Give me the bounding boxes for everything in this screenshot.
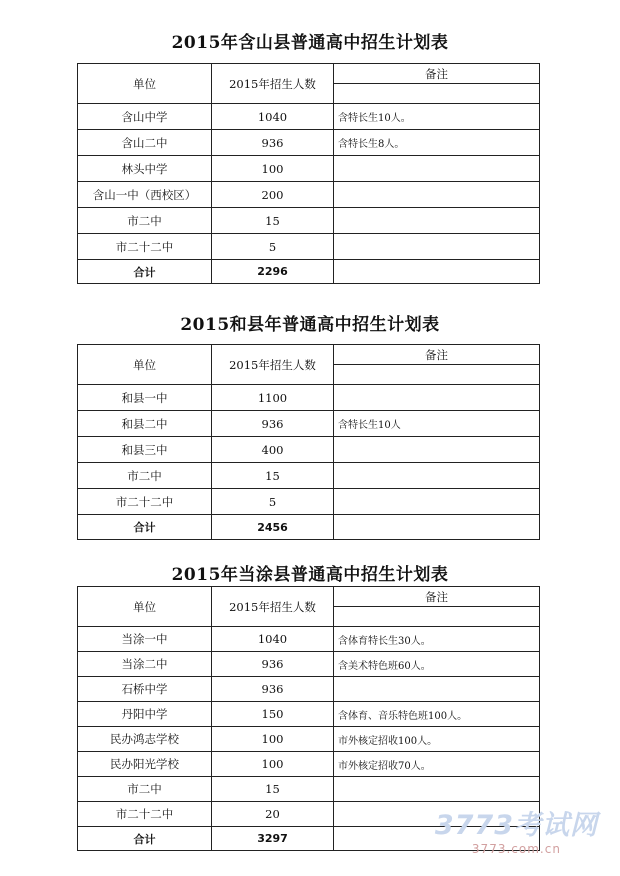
- cell-count: 100: [212, 752, 334, 777]
- total-row: [78, 260, 540, 284]
- cell-count: 15: [212, 777, 334, 802]
- header-note: 备注: [334, 587, 540, 607]
- table-row: [78, 489, 540, 515]
- cell-unit: 丹阳中学: [78, 702, 212, 727]
- table-row: [78, 208, 540, 234]
- table-row: [78, 777, 540, 802]
- cell-count: 1040: [212, 627, 334, 652]
- table-row: [78, 627, 540, 652]
- total-note: [334, 515, 540, 540]
- table-hanshan: [77, 63, 540, 284]
- cell-count: 400: [212, 437, 334, 463]
- cell-count: 5: [212, 234, 334, 260]
- total-label: 合计: [78, 827, 212, 851]
- header-count: 2015年招生人数: [212, 64, 334, 104]
- watermark-url: 3773.com.cn: [471, 842, 561, 856]
- cell-note: [334, 385, 540, 411]
- cell-note: [334, 489, 540, 515]
- table-row: [78, 437, 540, 463]
- table-title: 2015和县年普通高中招生计划表: [180, 315, 440, 335]
- cell-unit: 和县一中: [78, 385, 212, 411]
- cell-note: [334, 234, 540, 260]
- header-unit: 单位: [78, 345, 212, 385]
- header-note-blank: [334, 84, 540, 104]
- table-row: [78, 104, 540, 130]
- cell-note: [334, 463, 540, 489]
- cell-unit: 和县三中: [78, 437, 212, 463]
- section-hanshan: [0, 30, 620, 56]
- table-row: [78, 156, 540, 182]
- cell-unit: 市二十二中: [78, 234, 212, 260]
- table-title: 2015年当涂县普通高中招生计划表: [171, 565, 449, 585]
- table-title: 2015年含山县普通高中招生计划表: [171, 33, 449, 53]
- cell-unit: 当涂二中: [78, 652, 212, 677]
- cell-unit: 市二中: [78, 208, 212, 234]
- table-row: [78, 727, 540, 752]
- site-watermark: [435, 803, 598, 856]
- total-count: 2296: [212, 260, 334, 284]
- total-row: [78, 515, 540, 540]
- header-unit: 单位: [78, 64, 212, 104]
- watermark-brand: 3773考试网: [434, 810, 598, 841]
- cell-note: 含体育、音乐特色班100人。: [334, 702, 540, 727]
- table-row: [78, 752, 540, 777]
- table-hexian: [77, 344, 540, 540]
- cell-note: 含美术特色班60人。: [334, 652, 540, 677]
- cell-unit: 民办鸿志学校: [78, 727, 212, 752]
- cell-count: 200: [212, 182, 334, 208]
- cell-note: 市外核定招收100人。: [334, 727, 540, 752]
- cell-count: 1040: [212, 104, 334, 130]
- cell-unit: 和县二中: [78, 411, 212, 437]
- cell-count: 15: [212, 208, 334, 234]
- total-count: 3297: [212, 827, 334, 851]
- cell-count: 5: [212, 489, 334, 515]
- header-unit: 单位: [78, 587, 212, 627]
- cell-unit: 含山中学: [78, 104, 212, 130]
- total-label: 合计: [78, 515, 212, 540]
- cell-note: [334, 437, 540, 463]
- cell-unit: 石桥中学: [78, 677, 212, 702]
- cell-count: 936: [212, 677, 334, 702]
- header-count: 2015年招生人数: [212, 345, 334, 385]
- cell-unit: 市二十二中: [78, 802, 212, 827]
- header-count: 2015年招生人数: [212, 587, 334, 627]
- cell-note: [334, 777, 540, 802]
- total-note: [334, 260, 540, 284]
- table-row: [78, 130, 540, 156]
- cell-unit: 当涂一中: [78, 627, 212, 652]
- cell-note: 市外核定招收70人。: [334, 752, 540, 777]
- table-row: [78, 182, 540, 208]
- cell-note: [334, 182, 540, 208]
- cell-count: 150: [212, 702, 334, 727]
- cell-count: 100: [212, 727, 334, 752]
- table-row: [78, 463, 540, 489]
- header-note: 备注: [334, 64, 540, 84]
- header-note-blank: [334, 607, 540, 627]
- cell-unit: 含山一中（西校区）: [78, 182, 212, 208]
- table-row: [78, 677, 540, 702]
- total-count: 2456: [212, 515, 334, 540]
- cell-note: 含特长生8人。: [334, 130, 540, 156]
- cell-unit: 林头中学: [78, 156, 212, 182]
- cell-note: 含特长生10人。: [334, 104, 540, 130]
- cell-count: 20: [212, 802, 334, 827]
- cell-unit: 民办阳光学校: [78, 752, 212, 777]
- cell-note: [334, 156, 540, 182]
- cell-note: 含特长生10人: [334, 411, 540, 437]
- table-row: [78, 702, 540, 727]
- cell-unit: 含山二中: [78, 130, 212, 156]
- header-note: 备注: [334, 345, 540, 365]
- cell-count: 936: [212, 130, 334, 156]
- cell-count: 936: [212, 652, 334, 677]
- cell-note: [334, 208, 540, 234]
- cell-count: 100: [212, 156, 334, 182]
- table-row: [78, 385, 540, 411]
- table-row: [78, 234, 540, 260]
- cell-count: 15: [212, 463, 334, 489]
- table-row: [78, 652, 540, 677]
- cell-unit: 市二中: [78, 777, 212, 802]
- cell-unit: 市二中: [78, 463, 212, 489]
- header-note-blank: [334, 365, 540, 385]
- cell-unit: 市二十二中: [78, 489, 212, 515]
- cell-note: 含体育特长生30人。: [334, 627, 540, 652]
- cell-count: 1100: [212, 385, 334, 411]
- table-row: [78, 411, 540, 437]
- total-label: 合计: [78, 260, 212, 284]
- cell-count: 936: [212, 411, 334, 437]
- cell-note: [334, 677, 540, 702]
- section-dangtu: [0, 562, 620, 588]
- section-hexian: [0, 312, 620, 338]
